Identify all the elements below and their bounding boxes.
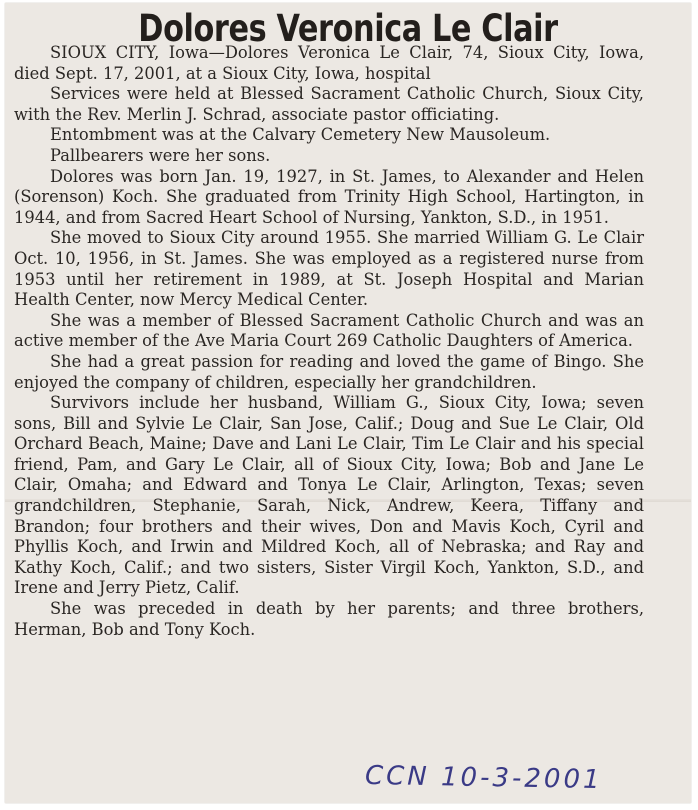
handwritten-date-note: CCN 10-3-2001 <box>364 760 603 796</box>
paragraph-entombment: Entombment was at the Calvary Cemetery New Mausoleum. <box>50 125 551 145</box>
newspaper-clipping <box>5 3 691 803</box>
paragraph-birth: Dolores was born Jan. 19, 1927, in St. James, to Alexander and Helen (Sorenson) Koch. She graduated from Trinity High School, Hartington, in 1944, and from Sacred Heart School of Nursing, Yankton, S.D., in 1951. <box>14 166 644 227</box>
paragraph-intro: SIOUX CITY, Iowa—Dolores Veronica Le Clair, 74, Sioux City, Iowa, died Sept. 17, 2001, at a Sioux City, Iowa, hospital <box>14 43 644 83</box>
obituary-body <box>14 43 644 640</box>
paragraph-pallbearers: Pallbearers were her sons. <box>50 145 271 165</box>
obituary-title: Dolores Veronica Le Clair <box>138 7 558 50</box>
paragraph-survivors: Survivors include her husband, William G., Sioux City, Iowa; seven sons, Bill and Sylvie Le Clair, San Jose, Calif.; Doug and Sue Le Clair, Old Orchard Beach, Maine; Dave and Lani Le Clair, Tim Le Clair and his special friend, Pam, and Gary Le Clair, all of Sioux City, Iowa; Bob and Jane Le Clair, Omaha; and Edward and Tonya Le Clair, Arlington, Texas; seven grandchildren, Stephanie, Sarah, Nick, Andrew, Keera, Tiffany and Brandon; four brothers and their wives, Don and Mavis Koch, Cyril and Phyllis Koch, and Irwin and Mildred Koch, all of Nebraska; and Ray and Kathy Koch, Calif.; and two sisters, Sister Virgil Koch, Yankton, S.D., and Irene and Jerry Pietz, Calif. <box>14 393 644 598</box>
paragraph-services: Services were held at Blessed Sacrament Catholic Church, Sioux City, with the Rev. Merlin J. Schrad, associate pastor officiating. <box>14 84 644 124</box>
paragraph-church: She was a member of Blessed Sacrament Catholic Church and was an active member of the Ave Maria Court 269 Catholic Daughters of America. <box>14 310 644 351</box>
paragraph-hobbies: She had a great passion for reading and loved the game of Bingo. She enjoyed the company of children, especially her grandchildren. <box>14 351 644 392</box>
paragraph-career: She moved to Sioux City around 1955. She married William G. Le Clair Oct. 10, 1956, in St. James. She was employed as a registered nurse from 1953 until her retirement in 1989, at St. Joseph Hospital and Marian Health Center, now Mercy Medical Center. <box>14 228 644 310</box>
paragraph-preceded: She was preceded in death by her parents; and three brothers, Herman, Bob and Tony Koch. <box>14 599 644 639</box>
